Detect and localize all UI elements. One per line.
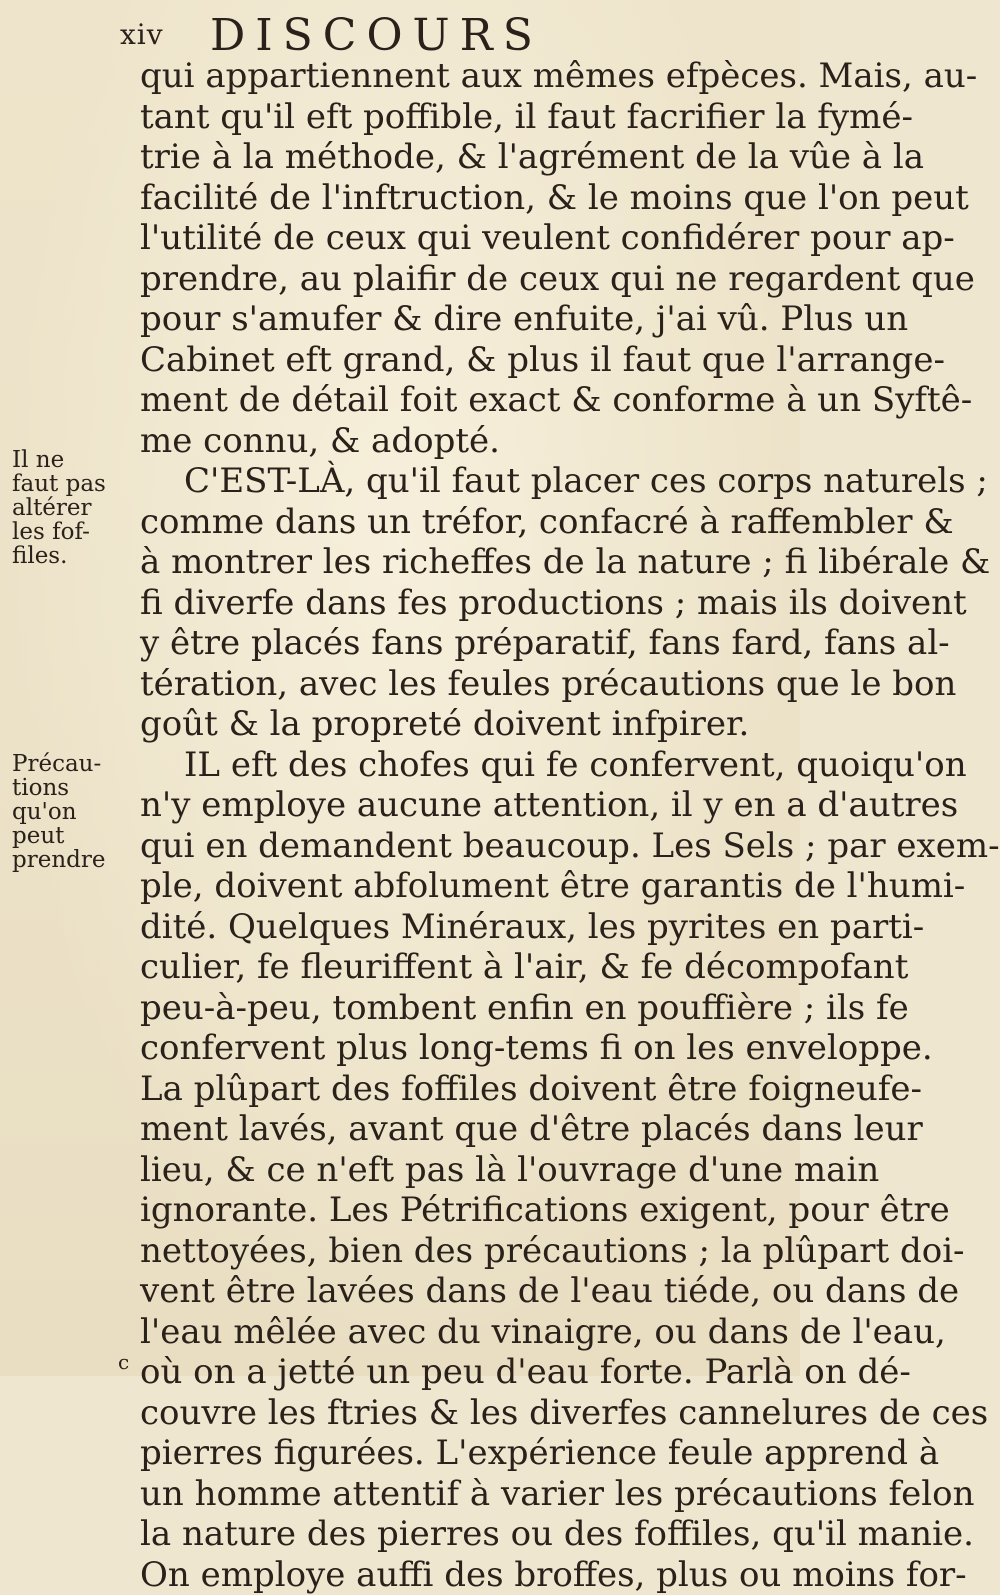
text-line: prendre, au plaifir de ceux qui ne regardent que xyxy=(140,259,775,300)
text-line: trie à la méthode, & l'agrément de la vûe à la xyxy=(140,137,775,178)
text-line: lieu, & ce n'eft pas là l'ouvrage d'une main xyxy=(140,1150,775,1191)
text-line: à montrer les richeffes de la nature ; fi libérale & xyxy=(140,542,775,583)
text-line: la nature des pierres ou des foffiles, qu'il manie. xyxy=(140,1514,775,1555)
margin-note-line: prendre xyxy=(12,848,132,872)
text-line: On employe auffi des broffes, plus ou moins for- xyxy=(140,1555,775,1595)
margin-note-line: files. xyxy=(12,544,132,568)
text-line: pour s'amufer & dire enfuite, j'ai vû. Plus un xyxy=(140,299,775,340)
text-line: ple, doivent abfolument être garantis de l'humi- xyxy=(140,866,775,907)
text-line: peu-à-peu, tombent enfin en pouffière ; ils fe xyxy=(140,988,775,1029)
text-line: l'utilité de ceux qui veulent confidérer pour ap- xyxy=(140,218,775,259)
text-line: ment lavés, avant que d'être placés dans leur xyxy=(140,1109,775,1150)
text-line: nettoyées, bien des précautions ; la plûpart doi- xyxy=(140,1231,775,1272)
text-line: tération, avec les feules précautions que le bon xyxy=(140,664,775,705)
margin-note-line: tions xyxy=(12,776,132,800)
catchword: c xyxy=(118,1350,129,1374)
text-line: ment de détail foit exact & conforme à un Syftê- xyxy=(140,380,775,421)
text-line: couvre les ftries & les diverfes cannelures de ces xyxy=(140,1393,775,1434)
text-line: comme dans un tréfor, confacré à raffembler & xyxy=(140,502,775,543)
text-line: La plûpart des foffiles doivent être foigneufe- xyxy=(140,1069,775,1110)
running-title: DISCOURS xyxy=(210,10,543,61)
paragraph-start-line: IL eft des chofes qui fe confervent, quoiqu'on xyxy=(140,745,775,786)
text-line: fi diverfe dans fes productions ; mais ils doivent xyxy=(140,583,775,624)
margin-note-precautions xyxy=(12,752,132,872)
paragraph-start-line: C'EST-LÀ, qu'il faut placer ces corps naturels ; xyxy=(140,461,775,502)
text-line: pierres figurées. L'expérience feule apprend à xyxy=(140,1433,775,1474)
text-line: Cabinet eft grand, & plus il faut que l'arrange- xyxy=(140,340,775,381)
text-line: dité. Quelques Minéraux, les pyrites en parti- xyxy=(140,907,775,948)
text-line: n'y employe aucune attention, il y en a d'autres xyxy=(140,785,775,826)
margin-note-line: qu'on xyxy=(12,800,132,824)
text-line: confervent plus long-tems fi on les enveloppe. xyxy=(140,1028,775,1069)
text-line: qui appartiennent aux mêmes efpèces. Mais, au- xyxy=(140,56,775,97)
margin-note-line: altérer xyxy=(12,496,132,520)
margin-note-line: faut pas xyxy=(12,472,132,496)
text-line: goût & la propreté doivent infpirer. xyxy=(140,704,775,745)
main-text xyxy=(140,56,775,1595)
text-line: me connu, & adopté. xyxy=(140,421,775,462)
text-line: qui en demandent beaucoup. Les Sels ; par exem- xyxy=(140,826,775,867)
text-line: vent être lavées dans de l'eau tiéde, ou dans de xyxy=(140,1271,775,1312)
text-line: l'eau mêlée avec du vinaigre, ou dans de l'eau, xyxy=(140,1312,775,1353)
page-number: xiv xyxy=(120,18,164,51)
text-line: tant qu'il eft poffible, il faut facrifier la fymé- xyxy=(140,97,775,138)
text-line: culier, fe fleuriffent à l'air, & fe décompofant xyxy=(140,947,775,988)
page-header xyxy=(120,6,760,58)
text-line: où on a jetté un peu d'eau forte. Parlà on dé- xyxy=(140,1352,775,1393)
text-line: y être placés fans préparatif, fans fard, fans al- xyxy=(140,623,775,664)
margin-note-line: peut xyxy=(12,824,132,848)
text-line: facilité de l'inftruction, & le moins que l'on peut xyxy=(140,178,775,219)
margin-note-line: Précau- xyxy=(12,752,132,776)
margin-note-preservation xyxy=(12,448,132,568)
text-line: un homme attentif à varier les précautions felon xyxy=(140,1474,775,1515)
margin-note-line: les fof- xyxy=(12,520,132,544)
text-line: ignorante. Les Pétrifications exigent, pour être xyxy=(140,1190,775,1231)
margin-note-line: Il ne xyxy=(12,448,132,472)
